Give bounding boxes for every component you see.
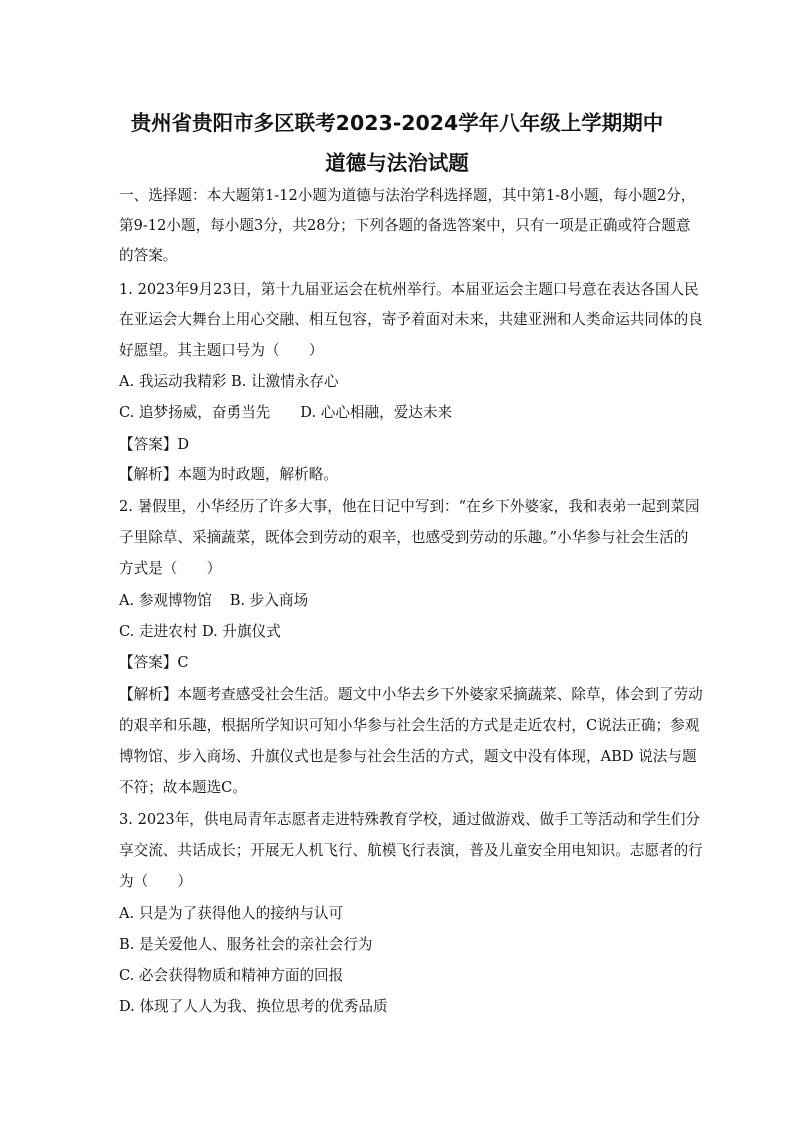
question-1-stem-line: 在亚运会大舞台上用心交融、相互包容，寄予着面对未来，共建亚洲和人类命运共同体的良 xyxy=(119,311,703,328)
question-1-option-b: B. 让激情永存心 xyxy=(231,373,339,390)
question-3-option-a: A. 只是为了获得他人的接纳与认可 xyxy=(119,905,344,922)
question-1-analysis: 【解析】本题为时政题，解析略。 xyxy=(119,466,338,483)
question-1-option-a: A. 我运动我精彩 xyxy=(119,373,227,390)
question-2-option-b: B. 步入商场 xyxy=(229,592,309,609)
question-1-option-d: D. 心心相融，爱达未来 xyxy=(300,404,453,421)
question-2-answer: 【答案】C xyxy=(119,654,189,671)
question-2-stem-line: 方式是（ ） xyxy=(119,560,222,577)
section-instructions-line: 一、选择题：本大题第1-12小题为道德与法治学科选择题，其中第1-8小题，每小题2分， xyxy=(119,187,696,204)
question-1-stem-line: 1. 2023年9月23日，第十九届亚运会在杭州举行。本届亚运会主题口号意在表达各国人民 xyxy=(119,281,699,298)
document-subtitle: 道德与法治试题 xyxy=(325,151,469,175)
question-2-stem-line: 子里除草、采摘蔬菜，既体会到劳动的艰辛，也感受到劳动的乐趣。”小华参与社会生活的 xyxy=(119,529,689,546)
question-3-stem-line: 3. 2023年，供电局青年志愿者走进特殊教育学校，通过做游戏、做手工等活动和学生们分 xyxy=(119,811,701,828)
question-2-analysis-line: 博物馆、步入商场、升旗仪式也是参与社会生活的方式，题文中没有体现，ABD 说法与题 xyxy=(119,748,697,765)
question-2-analysis-line: 的艰辛和乐趣，根据所学知识可知小华参与社会生活的方式是走近农村，C说法正确；参观 xyxy=(119,717,700,734)
question-2-analysis-line: 【解析】本题考查感受社会生活。题文中小华去乡下外婆家采摘蔬菜、除草，体会到了劳动 xyxy=(119,686,703,703)
question-2-option-a: A. 参观博物馆 xyxy=(119,592,212,609)
document-title: 贵州省贵阳市多区联考2023-2024学年八年级上学期期中 xyxy=(130,111,664,135)
question-1-options-ab xyxy=(119,372,339,392)
question-2-option-c: C. 走进农村 xyxy=(119,623,198,640)
question-3-stem-line: 为（ ） xyxy=(119,873,192,890)
question-1-options-cd xyxy=(119,403,452,423)
question-3-option-c: C. 必会获得物质和精神方面的回报 xyxy=(119,967,344,984)
question-2-options-ab xyxy=(119,591,308,611)
question-3-stem-line: 享交流、共话成长；开展无人机飞行、航模飞行表演，普及儿童安全用电知识。志愿者的行 xyxy=(119,842,703,859)
question-1-answer: 【答案】D xyxy=(119,436,190,453)
question-2-stem-line: 2. 暑假里，小华经历了许多大事，他在日记中写到：“在乡下外婆家，我和表弟一起到菜园 xyxy=(119,498,700,515)
question-3-option-b: B. 是关爱他人、服务社会的亲社会行为 xyxy=(119,936,373,953)
question-1-stem-line: 好愿望。其主题口号为（ ） xyxy=(119,342,324,359)
section-instructions-line: 第9-12小题，每小题3分，共28分；下列各题的备选答案中，只有一项是正确或符合题意 xyxy=(119,217,691,234)
question-2-option-d: D. 升旗仪式 xyxy=(201,623,281,640)
question-3-option-d: D. 体现了人人为我、换位思考的优秀品质 xyxy=(119,998,388,1015)
question-2-analysis-line: 不符；故本题选C。 xyxy=(119,779,247,796)
question-1-option-c: C. 追梦扬威，奋勇当先 xyxy=(119,404,271,421)
section-instructions-line: 的答案。 xyxy=(119,247,178,264)
question-2-options-cd xyxy=(119,622,281,642)
